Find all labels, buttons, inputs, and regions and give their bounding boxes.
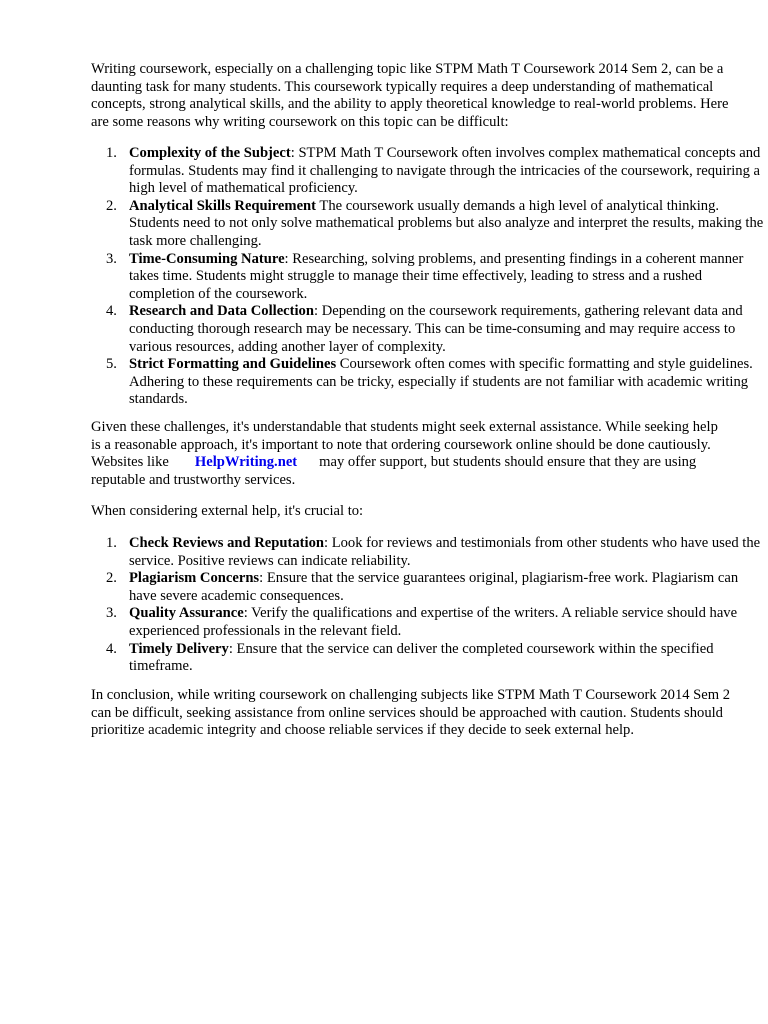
item-text: Researching, solving problems, and presenting findings in a coherent manner takes time. Students might struggle to manage their time effectively, leading to stress and a rushed completion of the coursework. bbox=[129, 250, 744, 302]
item-term: Research and Data Collection bbox=[129, 303, 314, 320]
list-number: 1. bbox=[106, 145, 117, 161]
list-item bbox=[106, 356, 768, 409]
list-item bbox=[106, 535, 768, 570]
list-number: 5. bbox=[106, 356, 117, 373]
list-number: 3. bbox=[106, 250, 117, 267]
item-separator: : bbox=[324, 535, 329, 551]
item-term: Quality Assurance bbox=[129, 605, 244, 622]
item-term: Time-Consuming Nature bbox=[129, 250, 285, 267]
list-number: 2. bbox=[106, 570, 117, 587]
list-item bbox=[106, 570, 768, 605]
item-term: Plagiarism Concerns bbox=[129, 570, 260, 587]
conclusion-paragraph: In conclusion, while writing coursework on challenging subjects like STPM Math T Coursework 2014 Sem 2 can be difficult, seeking assistance from online services should be approached with caution. Students should prioritize academic integrity and choose reliable services if they decide to seek external help. bbox=[91, 687, 731, 739]
item-term: Timely Delivery bbox=[129, 640, 229, 657]
item-separator: : bbox=[290, 145, 295, 161]
item-text: Ensure that the service guarantees original, plagiarism-free work. Plagiarism can have severe academic consequences. bbox=[129, 570, 739, 604]
item-term: Complexity of the Subject bbox=[129, 145, 291, 161]
list-number: 4. bbox=[106, 303, 117, 320]
item-text: Coursework often comes with specific formatting and style guidelines. Adhering to these requirements can be tricky, especially if students are not familiar with academic writing standards. bbox=[129, 356, 753, 408]
helpwriting-link[interactable]: HelpWriting.net bbox=[194, 454, 298, 471]
list-number: 1. bbox=[106, 535, 117, 551]
item-text: STPM Math T Coursework often involves complex mathematical concepts and formulas. Students may find it challenging to navigate through the intricacies of the coursework, requiring a high level of mathematical proficiency. bbox=[129, 145, 761, 197]
item-text: Look for reviews and testimonials from other students who have used the service. Positive reviews can indicate reliability. bbox=[129, 535, 761, 569]
list-number: 3. bbox=[106, 605, 117, 622]
item-separator: : bbox=[313, 303, 319, 320]
list-item bbox=[106, 145, 768, 198]
item-text: The coursework usually demands a high level of analytical thinking. Students need to not only solve mathematical problems but also analyze and interpret the results, making the task more challenging. bbox=[129, 197, 764, 249]
item-separator: : bbox=[228, 640, 233, 657]
item-text: Ensure that the service can deliver the completed coursework within the specified timeframe. bbox=[129, 640, 714, 675]
list-item bbox=[106, 197, 768, 251]
reasons-list bbox=[91, 145, 768, 409]
list-item bbox=[106, 303, 768, 356]
item-text: Verify the qualifications and expertise of the writers. A reliable service should have experienced professionals in the relevant field. bbox=[129, 605, 738, 639]
item-term: Strict Formatting and Guidelines bbox=[129, 356, 337, 373]
item-text: Depending on the coursework requirements, gathering relevant data and conducting thorough research may be necessary. This can be time-consuming and may require access to various resources, adding another layer of complexity. bbox=[129, 303, 743, 355]
list-number: 4. bbox=[106, 640, 117, 657]
item-separator: : bbox=[284, 250, 289, 267]
tips-list bbox=[91, 535, 768, 676]
assistance-text-after: may offer support, but students should ensure that they are using reputable and trustworthy services. bbox=[91, 454, 697, 488]
assistance-text-before: Given these challenges, it's understandable that students might seek external assistance. While seeking help is a reasonable approach, it's important to note that ordering coursework online should be done cautiously. Websites like bbox=[91, 419, 718, 471]
list-item bbox=[106, 250, 768, 304]
item-separator: : bbox=[243, 605, 248, 622]
list-item bbox=[106, 605, 768, 640]
item-term: Analytical Skills Requirement bbox=[129, 197, 317, 214]
item-term: Check Reviews and Reputation bbox=[129, 535, 324, 551]
assistance-paragraph bbox=[91, 419, 731, 489]
considering-paragraph: When considering external help, it's crucial to: bbox=[91, 503, 364, 519]
intro-paragraph: Writing coursework, especially on a challenging topic like STPM Math T Coursework 2014 Sem 2, can be a daunting task for many students. This coursework typically requires a deep understanding of mathematical concepts, strong analytical skills, and the ability to apply theoretical knowledge to real-world problems. Here are some reasons why writing coursework on this topic can be difficult: bbox=[91, 61, 729, 130]
item-separator: : bbox=[259, 570, 264, 587]
list-item bbox=[106, 640, 768, 676]
list-number: 2. bbox=[106, 197, 117, 214]
